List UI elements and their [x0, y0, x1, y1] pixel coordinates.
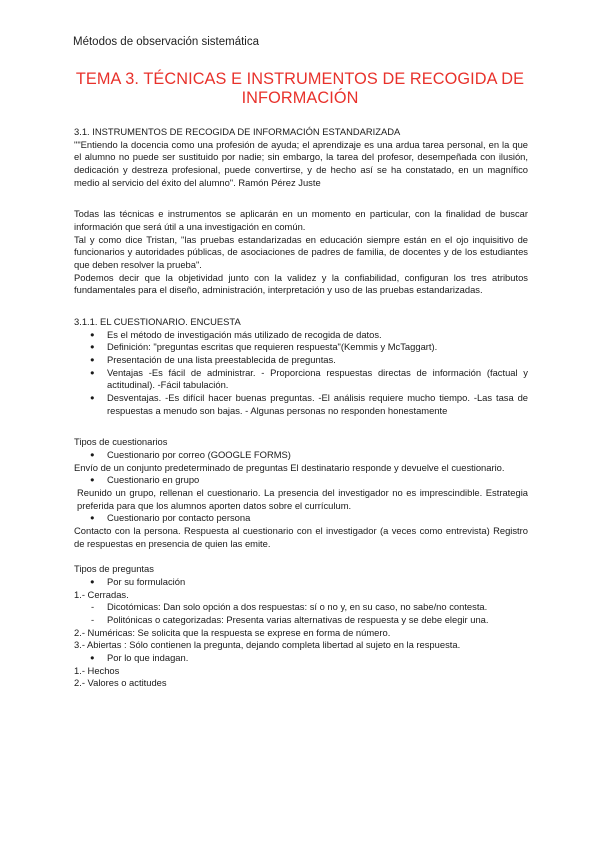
- mail-questionnaire-text: Envío de un conjunto predeterminado de preguntas El destinatario responde y devuelve el cuestionario.: [74, 461, 505, 473]
- open-questions: 3.- Abiertas : Sólo contienen la pregunta, dejando completa libertad al sujeto en la respuesta.: [74, 639, 461, 651]
- running-header: Métodos de observación sistemática: [73, 36, 260, 48]
- document-body: [74, 126, 528, 690]
- questionnaire-types-heading: Tipos de cuestionarios: [74, 436, 168, 448]
- list-item: ● Desventajas. -Es difícil hacer buenas preguntas. -El análisis requiere mucho tiempo. -Las tasa de respuestas a menudo son bajas. - Algunas personas no responden honestamente: [74, 392, 528, 417]
- list-item: ● Por su formulación: [74, 576, 528, 589]
- list-item: - Politónicas o categorizadas: Presenta varias alternativas de respuesta y se debe elegir una.: [74, 614, 528, 627]
- list-item: ● Es el método de investigación más utilizado de recogida de datos.: [74, 329, 528, 342]
- list-item: ● Por lo que indagan.: [74, 652, 528, 665]
- list-item: ● Cuestionario por contacto persona: [74, 512, 528, 525]
- list-item: - Dicotómicas: Dan solo opción a dos respuestas: sí o no y, en su caso, no sabe/no contesta.: [74, 601, 528, 614]
- title-line-1: TEMA 3. TÉCNICAS E INSTRUMENTOS DE RECOGIDA DE: [75, 70, 525, 88]
- title-line-2: INFORMACIÓN: [241, 89, 359, 107]
- opening-quote: ""Entiendo la docencia como una profesión de ayuda; el aprendizaje es una ardua tarea personal, en la que el alumno no puede ser sustituido por nadie; sin embargo, la tarea del profesor, desempeñada con ilusión, dedicación y destreza profesional, puede convertirse, y de hecho así se ha constatado, en un magnífico medio al servicio del éxito del alumno". Ramón Pérez Juste: [74, 138, 528, 188]
- list-item: ● Cuestionario por correo (GOOGLE FORMS): [74, 449, 528, 462]
- list-item: ● Cuestionario en grupo: [74, 474, 528, 487]
- list-item: ● Ventajas -Es fácil de administrar. - Proporciona respuestas directas de información (factual y actitudinal). -Fácil tabulación.: [74, 367, 528, 392]
- facts-item: 1.- Hechos: [74, 664, 120, 676]
- closed-questions: 1.- Cerradas.: [74, 588, 129, 600]
- list-item: ● Definición: "preguntas escritas que requieren respuesta"(Kemmis y McTaggart).: [74, 341, 528, 354]
- section-heading-3-1-1: 3.1.1. EL CUESTIONARIO. ENCUESTA: [74, 315, 241, 327]
- paragraph-2: Tal y como dice Tristan, "las pruebas estandarizadas en educación siempre están en el ojo inquisitivo de funcionarios y autoridades públicas, de asociaciones de padres de familia, de docentes y de los estudiantes que deben resolver la prueba".: [74, 233, 528, 271]
- group-questionnaire-text: Reunido un grupo, rellenan el cuestionario. La presencia del investigador no es imprescindible. Estrategia preferida para que los alumnos aporten datos sobre el currículum.: [77, 486, 528, 511]
- numeric-questions: 2.- Numéricas: Se solicita que la respuesta se exprese en forma de número.: [74, 626, 391, 638]
- section-heading-3-1: 3.1. INSTRUMENTOS DE RECOGIDA DE INFORMACIÓN ESTANDARIZADA: [74, 126, 401, 137]
- page-title: [60, 70, 540, 108]
- paragraph-3: Podemos decir que la objetividad junto con la validez y la confiabilidad, configuran los tres atributos fundamentales para el diseño, administración, interpretación y uso de las pruebas estandarizadas.: [74, 271, 528, 296]
- paragraph-1: Todas las técnicas e instrumentos se aplicarán en un momento en particular, con la finalidad de buscar información que será útil a una investigación en común.: [74, 208, 528, 232]
- contact-questionnaire-text: Contacto con la persona. Respuesta al cuestionario con el investigador (a veces como entrevista) Registro de respuestas en presencia de quien las emite.: [74, 525, 528, 549]
- list-item: ● Presentación de una lista preestablecida de preguntas.: [74, 354, 528, 367]
- question-types-heading: Tipos de preguntas: [74, 563, 154, 575]
- values-item: 2.- Valores o actitudes: [74, 677, 167, 689]
